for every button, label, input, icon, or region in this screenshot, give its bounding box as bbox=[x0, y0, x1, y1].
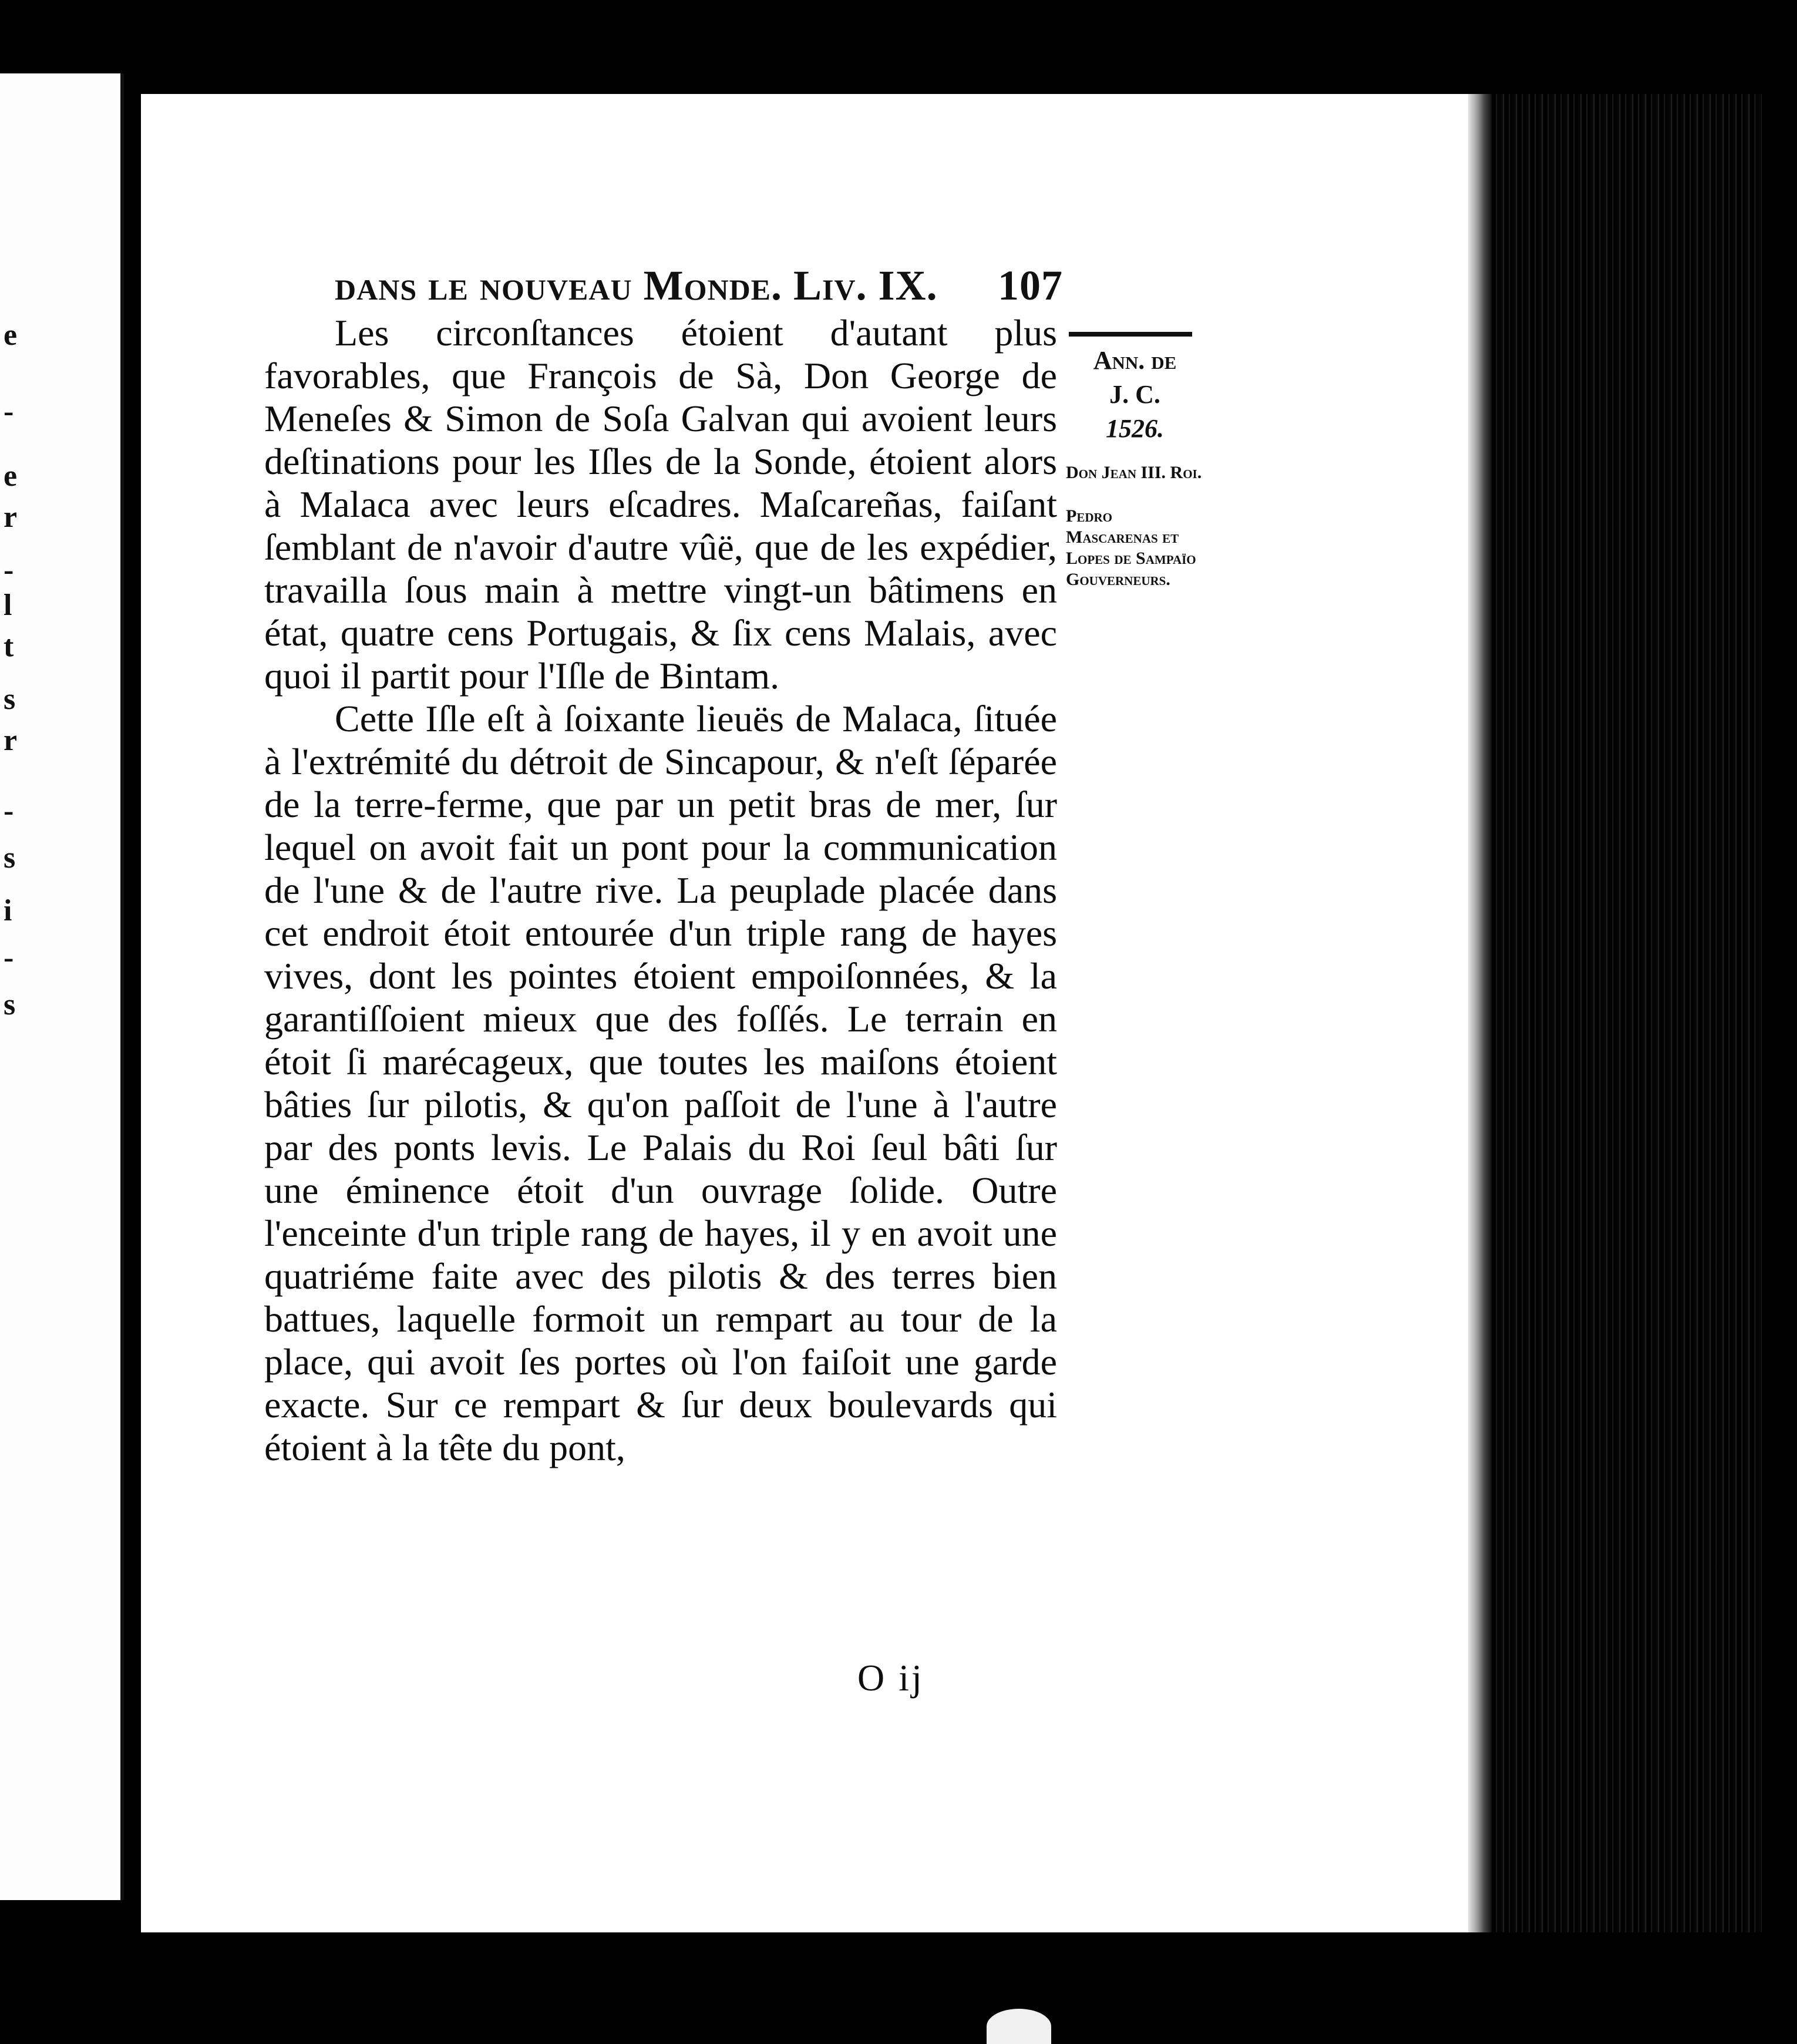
margin-year-line1: Ann. de bbox=[1093, 346, 1177, 375]
left-edge-letter: s bbox=[4, 683, 16, 716]
page-gutter-shadow bbox=[1468, 94, 1492, 1932]
margin-rule bbox=[1069, 332, 1192, 337]
page-number: 107 bbox=[998, 262, 1063, 309]
running-head bbox=[335, 261, 1063, 310]
left-edge-letter: l bbox=[4, 589, 12, 622]
left-edge-letter: i bbox=[4, 894, 12, 927]
left-edge-letter: e bbox=[4, 459, 18, 493]
left-edge-letter: r bbox=[4, 724, 18, 757]
signature-mark: O ij bbox=[857, 1657, 924, 1699]
body-text bbox=[264, 311, 1057, 1469]
left-edge-letter: - bbox=[4, 395, 14, 428]
left-edge-letter: t bbox=[4, 630, 14, 663]
margin-year-line3: 1526. bbox=[1106, 414, 1164, 443]
left-page-edge-letters bbox=[0, 73, 120, 1900]
paragraph: Les circonſtances étoient d'autant plus favorables, que François de Sà, Don George de Meneſes & Simon de Soſa Galvan qui avoient leurs deſtinations pour les Iſles de la Sonde, étoient alors à Malaca avec leurs eſcadres. Maſcareñas, faiſant ſemblant de n'avoir d'autre vûë, que de les expédier, travailla ſous main à mettre vingt-un bâtimens en état, quatre cens Portugais, & ſix cens Malais, avec quoi il partit pour l'Iſle de Bintam. bbox=[264, 312, 1057, 697]
left-edge-letter: - bbox=[4, 794, 14, 828]
left-edge-letter: s bbox=[4, 841, 16, 875]
left-edge-letter: e bbox=[4, 318, 18, 352]
margin-notes bbox=[1066, 344, 1204, 590]
left-page-fragment bbox=[0, 73, 124, 1900]
left-edge-letter: - bbox=[4, 553, 14, 587]
margin-note-governors: Pedro Mascarenas et Lopes de Sampaïo Gouverneurs. bbox=[1066, 506, 1196, 589]
paragraph: Cette Iſle eſt à ſoixante lieuës de Malaca, ſituée à l'extrémité du détroit de Sincapour, & n'eſt ſéparée de la terre-ferme, que par un petit bras de mer, ſur lequel on avoit fait un pont pour la communication de l'une & de l'autre rive. La peuplade placée dans cet endroit étoit entourée d'un triple rang de hayes vives, dont les pointes étoient empoiſonnées, & la garantiſſoient mieux que des foſſés. Le terrain en étoit ſi marécageux, que toutes les maiſons étoient bâties ſur pilotis, & qu'on paſſoit de l'une à l'autre par des ponts levis. Le Palais du Roi ſeul bâti ſur une éminence étoit d'un ouvrage ſolide. Outre l'enceinte d'un triple rang de hayes, il y en avoit une quatriéme faite avec des pilotis & des terres bien battues, laquelle formoit un rempart au tour de la place, qui avoit ſes portes où l'on faiſoit une garde exacte. Sur ce rempart & ſur deux boulevards qui étoient à la tête du pont, bbox=[264, 698, 1057, 1468]
binding-mark bbox=[987, 2009, 1051, 2044]
running-head-title: dans le nouveau Monde. Liv. IX. bbox=[335, 262, 938, 309]
margin-year-line2: J. C. bbox=[1109, 380, 1160, 409]
book-page-stack bbox=[1492, 94, 1762, 1932]
margin-note-king: Don Jean III. Roi. bbox=[1066, 463, 1202, 482]
left-edge-letter: - bbox=[4, 941, 14, 974]
left-edge-letter: s bbox=[4, 988, 16, 1021]
left-edge-letter: r bbox=[4, 500, 18, 534]
margin-year bbox=[1066, 344, 1204, 446]
